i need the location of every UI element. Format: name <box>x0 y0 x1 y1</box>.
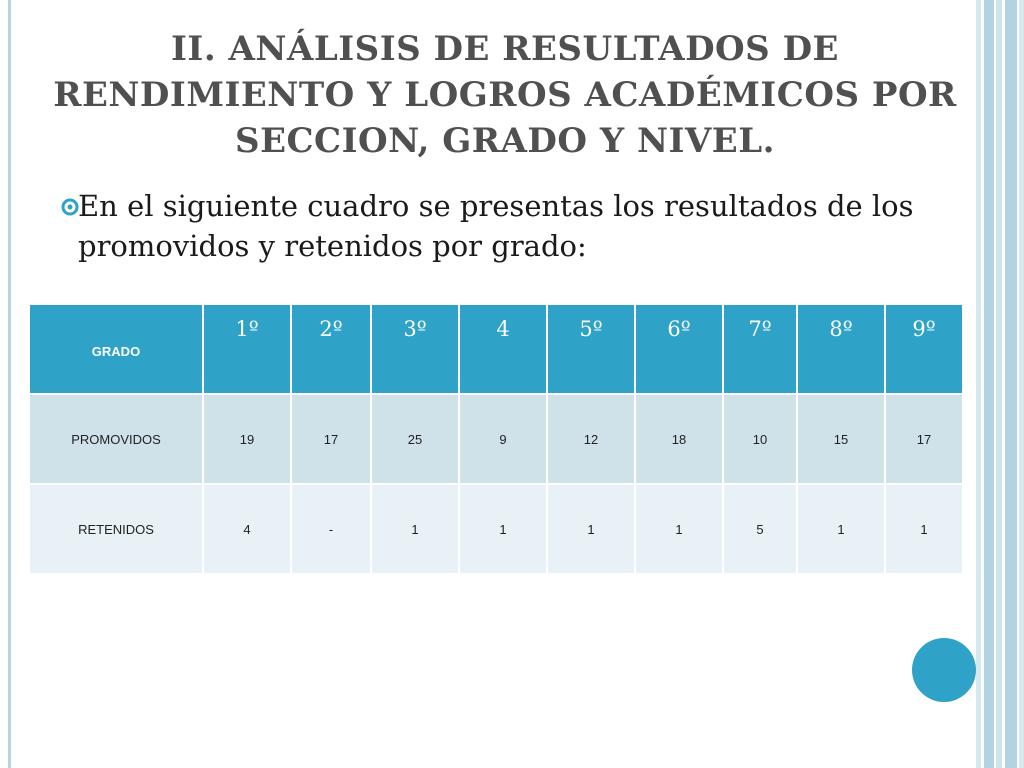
header-grade: 1º <box>203 304 291 394</box>
table-cell: 15 <box>797 394 885 484</box>
table-row-retenidos <box>29 484 963 574</box>
decorative-circle <box>912 638 976 702</box>
right-border-stripe <box>984 0 994 768</box>
table-cell: 1 <box>885 484 963 574</box>
header-grade: 6º <box>635 304 723 394</box>
table-cell: 1 <box>459 484 547 574</box>
right-border-stripe <box>976 0 981 768</box>
row-label: RETENIDOS <box>29 484 203 574</box>
header-grade: 9º <box>885 304 963 394</box>
header-grade: 5º <box>547 304 635 394</box>
header-grade: 4 <box>459 304 547 394</box>
table-row-promovidos <box>29 394 963 484</box>
table-cell: 25 <box>371 394 459 484</box>
right-border-stripe <box>996 0 1002 768</box>
table-cell: 9 <box>459 394 547 484</box>
table-cell: 1 <box>547 484 635 574</box>
header-grade: 2º <box>291 304 371 394</box>
table-cell: 18 <box>635 394 723 484</box>
table-cell: 5 <box>723 484 797 574</box>
row-label: PROMOVIDOS <box>29 394 203 484</box>
right-border-stripe <box>1019 0 1024 768</box>
slide-title: II. ANÁLISIS DE RESULTADOS DE RENDIMIENTO Y LOGROS ACADÉMICOS POR SECCION, GRADO Y NIVEL. <box>53 29 957 161</box>
header-grade: 8º <box>797 304 885 394</box>
table-cell: 17 <box>885 394 963 484</box>
right-border-stripe <box>1005 0 1017 768</box>
table-cell: 17 <box>291 394 371 484</box>
results-table <box>28 303 964 575</box>
table-cell: 12 <box>547 394 635 484</box>
table-cell: 19 <box>203 394 291 484</box>
table-header-row <box>29 304 963 394</box>
table-cell: 4 <box>203 484 291 574</box>
header-corner-label: GRADO <box>29 304 203 394</box>
table-cell: 1 <box>797 484 885 574</box>
table-cell: 10 <box>723 394 797 484</box>
bullet-text: En el siguiente cuadro se presentas los resultados de los promovidos y retenidos por grado: <box>78 189 914 263</box>
header-grade: 7º <box>723 304 797 394</box>
table-cell: 1 <box>371 484 459 574</box>
left-border-rule <box>8 0 11 768</box>
table-cell: 1 <box>635 484 723 574</box>
header-grade: 3º <box>371 304 459 394</box>
table-cell: - <box>291 484 371 574</box>
